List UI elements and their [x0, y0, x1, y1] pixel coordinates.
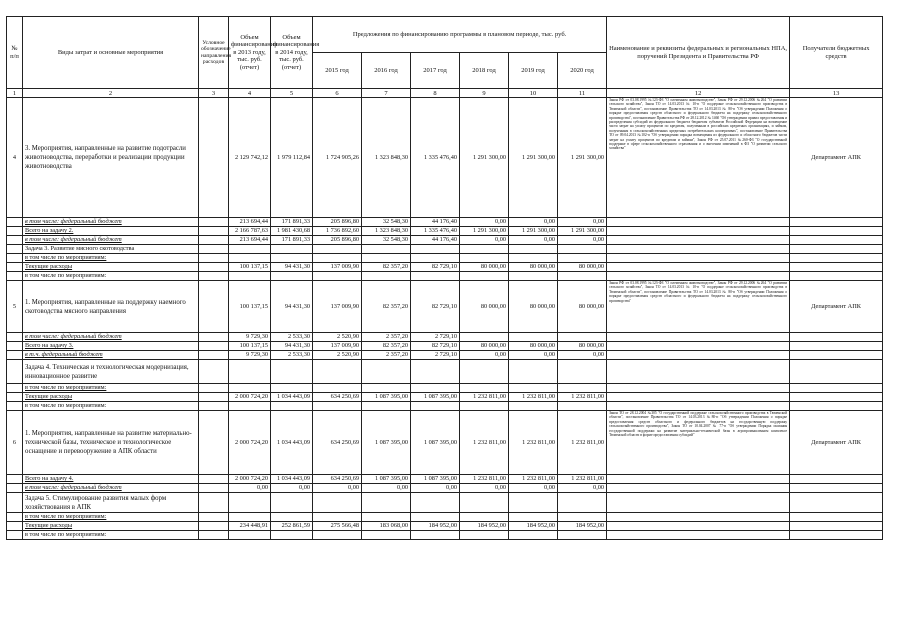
- value-cell: 184 952,00: [558, 522, 607, 531]
- value-cell: 1 034 443,09: [271, 393, 313, 402]
- value-cell: 1 087 395,00: [411, 411, 460, 475]
- column-number: 9: [460, 89, 509, 98]
- value-cell: [460, 333, 509, 342]
- task-title: Задача 3. Развитие мясного скотоводства: [23, 245, 199, 254]
- value-cell: 184 952,00: [509, 522, 558, 531]
- value-cell: 100 137,15: [229, 281, 271, 333]
- row-title: в том числе по мероприятиям:: [23, 384, 199, 393]
- value-cell: 0,00: [229, 484, 271, 493]
- value-cell: 9 729,30: [229, 351, 271, 360]
- value-cell: 100 137,15: [229, 342, 271, 351]
- value-cell: 205 896,80: [313, 218, 362, 227]
- value-cell: 2 000 724,20: [229, 411, 271, 475]
- header-recipients: Получатели бюджетных средств: [790, 17, 883, 89]
- task-row: [7, 360, 883, 384]
- row-number: 6: [7, 411, 23, 475]
- value-cell: 1 232 811,00: [460, 411, 509, 475]
- row-number: 4: [7, 98, 23, 218]
- value-cell: 9 729,30: [229, 333, 271, 342]
- column-number: 13: [790, 89, 883, 98]
- npa-cell: Закон РФ от 03.08.1995 №123-ФЗ "О племенном животноводстве", Закон РФ от 29.12.2006 №264 "О развитии сельского хозяйства", Закон ТО от 14.03.2013 № 10-п "О поддержке сельскохозяйственного производства в Тюменской области", постановление Правительства ТО от 14.03.2013 № 80-п "Об утверждении Положения о порядке предоставления средств областного и федерального бюджета на поддержку сельскохозяйственного производства", постановление Правительства РФ от 28.12.2012 № 1460 "Об утверждении правил предоставления и распределения субсидий из федерального бюджета бюджетам субъектов Российской Федерации на возмещение части затрат на уплату процентов по кредитам, полученным в российских кредитных организациях, и займам, полученным в сельскохозяйственных кредитных потребительских кооперативах", постановление Правительства ТО от 09.04.2013 №102-п "Об утверждении порядка возмещения из федерального и областного бюджетов части затрат на уплату процентов по кредитам и займам", Закон РФ от 25.07.2011 №260-ФЗ "О государственной поддержке в сфере сельскохозяйственного страхования и о внесении изменений в ФЗ "О развитии сельского хозяйства": [607, 98, 790, 218]
- value-cell: 80 000,00: [460, 342, 509, 351]
- column-number: 5: [271, 89, 313, 98]
- column-number: 3: [199, 89, 229, 98]
- table-row: [7, 484, 883, 493]
- value-cell: 1 232 811,00: [460, 393, 509, 402]
- task-row: [7, 245, 883, 254]
- value-cell: 1 232 811,00: [509, 475, 558, 484]
- value-cell: 1 981 430,68: [271, 227, 313, 236]
- value-cell: 1 087 395,00: [411, 475, 460, 484]
- value-cell: 0,00: [460, 351, 509, 360]
- column-number: 6: [313, 89, 362, 98]
- row-title: в том числе по мероприятиям:: [23, 513, 199, 522]
- value-cell: 44 176,40: [411, 236, 460, 245]
- value-cell: 634 250,69: [313, 411, 362, 475]
- value-cell: 2 000 724,20: [229, 475, 271, 484]
- recipient-cell: Департамент АПК: [790, 281, 883, 333]
- value-cell: 205 896,80: [313, 236, 362, 245]
- value-cell: 1 034 443,09: [271, 475, 313, 484]
- value-cell: 80 000,00: [558, 281, 607, 333]
- value-cell: 0,00: [460, 236, 509, 245]
- value-cell: 2 729,10: [411, 351, 460, 360]
- value-cell: 137 009,90: [313, 342, 362, 351]
- value-cell: 184 952,00: [460, 522, 509, 531]
- value-cell: 1 232 811,00: [460, 475, 509, 484]
- value-cell: 80 000,00: [558, 342, 607, 351]
- column-number: 7: [362, 89, 411, 98]
- header-npa: Наименование и реквизиты федеральных и региональных НПА, поручений Президента и Правительства РФ: [607, 17, 790, 89]
- value-cell: 1 087 395,00: [362, 393, 411, 402]
- table-row: [7, 531, 883, 540]
- value-cell: 94 431,30: [271, 263, 313, 272]
- column-number-row: [7, 89, 883, 98]
- value-cell: 1 291 300,00: [558, 98, 607, 218]
- value-cell: 82 357,20: [362, 281, 411, 333]
- value-cell: 1 291 300,00: [509, 98, 558, 218]
- value-cell: 0,00: [313, 484, 362, 493]
- table-row: [7, 351, 883, 360]
- row-title: в том числе по мероприятиям:: [23, 531, 199, 540]
- value-cell: 32 548,30: [362, 236, 411, 245]
- value-cell: 0,00: [271, 484, 313, 493]
- value-cell: 80 000,00: [509, 281, 558, 333]
- header-name: Виды затрат и основные мероприятия: [23, 17, 199, 89]
- row-title: 3. Мероприятия, направленные на развитие подотрасли животноводства, переработки и реализации продукции животноводства: [23, 98, 199, 218]
- value-cell: 252 861,59: [271, 522, 313, 531]
- table-row: [7, 272, 883, 281]
- value-cell: 213 694,44: [229, 218, 271, 227]
- value-cell: 2 357,20: [362, 351, 411, 360]
- value-cell: 1 232 811,00: [558, 411, 607, 475]
- recipient-cell: Департамент АПК: [790, 98, 883, 218]
- value-cell: 94 431,30: [271, 281, 313, 333]
- row-title: в том числе: федеральный бюджет: [23, 236, 199, 245]
- value-cell: 82 729,10: [411, 281, 460, 333]
- header-year: 2016 год: [362, 53, 411, 89]
- value-cell: [509, 333, 558, 342]
- table-row: [7, 281, 883, 333]
- value-cell: 80 000,00: [509, 263, 558, 272]
- value-cell: 80 000,00: [558, 263, 607, 272]
- header-vol-2013: Объем финансирования в 2013 году, тыс. руб. (отчет): [229, 17, 271, 89]
- value-cell: 171 891,33: [271, 236, 313, 245]
- header-num: № п/п: [7, 17, 23, 89]
- header-year: 2018 год: [460, 53, 509, 89]
- value-cell: 0,00: [460, 218, 509, 227]
- header-proposals: Предложения по финансированию программы в плановом периоде, тыс. руб.: [313, 17, 607, 53]
- table-row: [7, 513, 883, 522]
- table-row: [7, 475, 883, 484]
- table-row: [7, 393, 883, 402]
- value-cell: 32 548,30: [362, 218, 411, 227]
- row-title: в том числе по мероприятиям:: [23, 402, 199, 411]
- value-cell: 1 335 476,40: [411, 227, 460, 236]
- column-number: 4: [229, 89, 271, 98]
- value-cell: 0,00: [509, 351, 558, 360]
- value-cell: 183 068,00: [362, 522, 411, 531]
- table-row: [7, 98, 883, 218]
- value-cell: 137 009,90: [313, 281, 362, 333]
- budget-table: [6, 16, 883, 540]
- column-number: 2: [23, 89, 199, 98]
- value-cell: 80 000,00: [460, 263, 509, 272]
- value-cell: 1 087 395,00: [362, 475, 411, 484]
- value-cell: 2 533,30: [271, 333, 313, 342]
- row-title: Текущие расходы: [23, 522, 199, 531]
- value-cell: 184 952,00: [411, 522, 460, 531]
- value-cell: 234 448,91: [229, 522, 271, 531]
- column-number: 8: [411, 89, 460, 98]
- value-cell: 0,00: [558, 218, 607, 227]
- value-cell: 1 291 300,00: [509, 227, 558, 236]
- value-cell: 0,00: [509, 236, 558, 245]
- value-cell: 82 729,10: [411, 263, 460, 272]
- value-cell: 137 009,90: [313, 263, 362, 272]
- row-number: 5: [7, 281, 23, 333]
- row-title: в том числе: федеральный бюджет: [23, 218, 199, 227]
- row-title: 1. Мероприятия, направленные на развитие материально-технической базы, техническое и технологическое оснащение и перевооружение в АПК области: [23, 411, 199, 475]
- row-title: в том числе по мероприятиям:: [23, 254, 199, 263]
- value-cell: 1 291 300,00: [558, 227, 607, 236]
- row-title: 1. Мероприятия, направленные на поддержку наемного скотоводства мясного направления: [23, 281, 199, 333]
- row-title: Всего на задачу 3.: [23, 342, 199, 351]
- row-cond: [199, 98, 229, 218]
- value-cell: 0,00: [411, 484, 460, 493]
- value-cell: 1 323 848,30: [362, 227, 411, 236]
- value-cell: 100 137,15: [229, 263, 271, 272]
- row-title: в том числе: федеральный бюджет: [23, 484, 199, 493]
- value-cell: 0,00: [558, 236, 607, 245]
- value-cell: 171 891,33: [271, 218, 313, 227]
- table-row: [7, 227, 883, 236]
- table-row: [7, 218, 883, 227]
- value-cell: 1 232 811,00: [558, 475, 607, 484]
- column-number: 12: [607, 89, 790, 98]
- column-number: 10: [509, 89, 558, 98]
- row-title: Всего на задачу 4.: [23, 475, 199, 484]
- row-title: в том числе: федеральный бюджет: [23, 333, 199, 342]
- value-cell: 1 335 476,40: [411, 98, 460, 218]
- header-cond: Условное обозначение направления расходов: [199, 17, 229, 89]
- value-cell: 1 087 395,00: [362, 411, 411, 475]
- recipient-cell: Департамент АПК: [790, 411, 883, 475]
- header-year: 2020 год: [558, 53, 607, 89]
- value-cell: 94 431,30: [271, 342, 313, 351]
- row-title: Текущие расходы: [23, 263, 199, 272]
- value-cell: 2 166 787,63: [229, 227, 271, 236]
- value-cell: 44 176,40: [411, 218, 460, 227]
- value-cell: 2 729,10: [411, 333, 460, 342]
- value-cell: 275 566,48: [313, 522, 362, 531]
- value-cell: 213 694,44: [229, 236, 271, 245]
- value-cell: 1 232 811,00: [509, 393, 558, 402]
- value-cell: 2 520,90: [313, 351, 362, 360]
- value-cell: 0,00: [558, 351, 607, 360]
- table-row: [7, 333, 883, 342]
- npa-cell: Закон ТО от 28.12.2004 №305 "О государственной поддержке сельскохозяйственного производства в Тюменской области", постановление Правительства ТО от 14.03.2013 №80-п "Об утверждении Положения о порядке предоставления средств областного и федерального бюджетов на государственную поддержку сельскохозяйственного производства", Закон ТО от 10.04.2007 № 77-п "Об утверждении Порядка оказания государственной поддержки на развитие материально-технической базы в агропромышленном комплексе Тюменской области в форме предоставления субсидий": [607, 411, 790, 475]
- task-title: Задача 4. Техническая и технологическая модернизация, инновационное развитие: [23, 360, 199, 384]
- budget-table-sheet: [6, 16, 883, 540]
- value-cell: 2 533,30: [271, 351, 313, 360]
- value-cell: 2 357,20: [362, 333, 411, 342]
- table-row: [7, 263, 883, 272]
- value-cell: 1 736 892,60: [313, 227, 362, 236]
- value-cell: 2 129 742,12: [229, 98, 271, 218]
- value-cell: 2 520,90: [313, 333, 362, 342]
- row-title: Всего на задачу 2.: [23, 227, 199, 236]
- value-cell: 1 323 848,30: [362, 98, 411, 218]
- npa-cell: Закон РФ от 03.08.1995 №123-ФЗ "О племенном животноводстве", Закон РФ от 29.12.2006 №264 "О развитии сельского хозяйства", Закон ТО от 14.03.2013 № 10-п "О поддержке сельскохозяйственного производства в Тюменской области", постановление Правительства ТО от 14.03.2013 № 80-п "Об утверждении Положения о порядке предоставления средств областного и федерального бюджета на поддержку сельскохозяйственного производства": [607, 281, 790, 333]
- value-cell: 1 034 443,09: [271, 411, 313, 475]
- table-row: [7, 236, 883, 245]
- value-cell: 1 724 905,26: [313, 98, 362, 218]
- header-year: 2015 год: [313, 53, 362, 89]
- header-year: 2017 год: [411, 53, 460, 89]
- header-vol-2014: Объем финансирования в 2014 году, тыс. руб. (отчет): [271, 17, 313, 89]
- row-title: в т.ч. федеральный бюджет: [23, 351, 199, 360]
- table-row: [7, 384, 883, 393]
- value-cell: 1 979 112,84: [271, 98, 313, 218]
- value-cell: 80 000,00: [509, 342, 558, 351]
- row-title: в том числе по мероприятиям:: [23, 272, 199, 281]
- row-title: Текущие расходы: [23, 393, 199, 402]
- header-year: 2019 год: [509, 53, 558, 89]
- column-number: 11: [558, 89, 607, 98]
- value-cell: 634 250,69: [313, 475, 362, 484]
- column-number: 1: [7, 89, 23, 98]
- table-row: [7, 411, 883, 475]
- value-cell: 82 357,20: [362, 342, 411, 351]
- value-cell: 0,00: [460, 484, 509, 493]
- value-cell: 634 250,69: [313, 393, 362, 402]
- value-cell: 2 000 724,20: [229, 393, 271, 402]
- value-cell: 1 291 300,00: [460, 227, 509, 236]
- task-title: Задача 5. Стимулирование развития малых форм хозяйствования в АПК: [23, 493, 199, 513]
- value-cell: 0,00: [509, 218, 558, 227]
- table-row: [7, 254, 883, 263]
- value-cell: 0,00: [558, 484, 607, 493]
- value-cell: 82 357,20: [362, 263, 411, 272]
- value-cell: 0,00: [509, 484, 558, 493]
- value-cell: [558, 333, 607, 342]
- table-row: [7, 402, 883, 411]
- table-row: [7, 342, 883, 351]
- table-row: [7, 522, 883, 531]
- value-cell: 80 000,00: [460, 281, 509, 333]
- value-cell: 1 087 395,00: [411, 393, 460, 402]
- value-cell: 0,00: [362, 484, 411, 493]
- task-row: [7, 493, 883, 513]
- value-cell: 1 232 811,00: [558, 393, 607, 402]
- value-cell: 1 232 811,00: [509, 411, 558, 475]
- value-cell: 82 729,10: [411, 342, 460, 351]
- value-cell: 1 291 300,00: [460, 98, 509, 218]
